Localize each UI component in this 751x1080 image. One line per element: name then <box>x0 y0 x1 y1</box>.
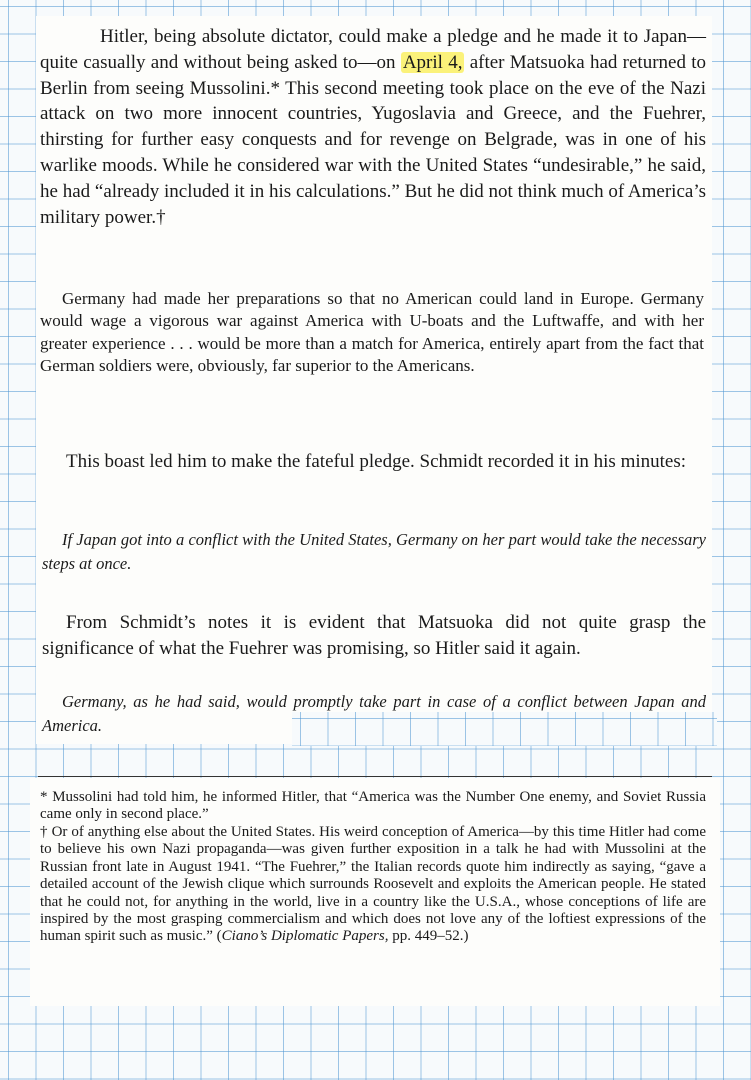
paragraph-schmidt-notes: From Schmidt’s notes it is evident that Matsuoka did not quite grasp the significance of what the Fuehrer was promising, so Hitler said it again. <box>42 612 706 659</box>
highlighted-date: April 4, <box>402 51 463 73</box>
quote-hitler-repeat: Germany, as he had said, would promptly take part in case of a conflict between Japan and America. <box>42 692 706 735</box>
paragraph-text-start: Hitler, being absolute dictator, could make a pledge and he made it to Japan—quite casually and without being asked to—on <box>40 26 706 73</box>
paragraph-text-end: after Matsuoka had returned to Berlin from seeing Mussolini.* This second meeting took place on the eve of the Nazi attack on two more innocent countries, Yugoslavia and Greece, and the Fuehrer, thirsting for further easy conquests and for revenge on Belgrade, was in one of his warlike moods. While he considered war with the United States “undesirable,” he said, he had “already included it in his calculations.” But he did not think much of America’s military power.† <box>40 51 707 228</box>
footnote-mussolini: * Mussolini had told him, he informed Hitler, that “America was the Number One enemy, and Soviet Russia came only in second place.” <box>40 789 706 823</box>
footnote-citation-title: Ciano’s Diplomatic Papers, <box>221 928 389 945</box>
paragraph-hitler-pledge <box>40 24 706 230</box>
paragraph-fateful-pledge: This boast led him to make the fateful pledge. Schmidt recorded it in his minutes: <box>66 451 687 472</box>
footnote-america-conception <box>40 824 706 946</box>
footnote-citation-pages: pp. 449–52.) <box>388 928 469 945</box>
footnote-text: † Or of anything else about the United States. His weird conception of America—by this time Hitler had come to believe his own Nazi propaganda—was given further exposition in a talk he had with Mussolini at the Russian front late in August 1941. “The Fuehrer,” the Italian records quote him indirectly as saying, “gave a detailed account of the Jewish clique which surrounds Roosevelt and exploits the American people. He stated that he could not, for anything in the world, live in a country like the U.S.A., whose conceptions of life are inspired by the most grasping commercialism and which does not love any of the loftiest expressions of the human spirit such as music.” ( <box>40 824 706 945</box>
quote-germany-preparations: Germany had made her preparations so that no American could land in Europe. Germany would wage a vigorous war against America with U-boats and the Luftwaffe, and with her greater experience . . . would be more than a match for America, entirely apart from the fact that German soldiers were, obviously, far superior to the Americans. <box>40 289 704 376</box>
quote-schmidt-minutes: If Japan got into a conflict with the United States, Germany on her part would take the necessary steps at once. <box>42 530 706 573</box>
footnote-divider <box>38 776 712 777</box>
